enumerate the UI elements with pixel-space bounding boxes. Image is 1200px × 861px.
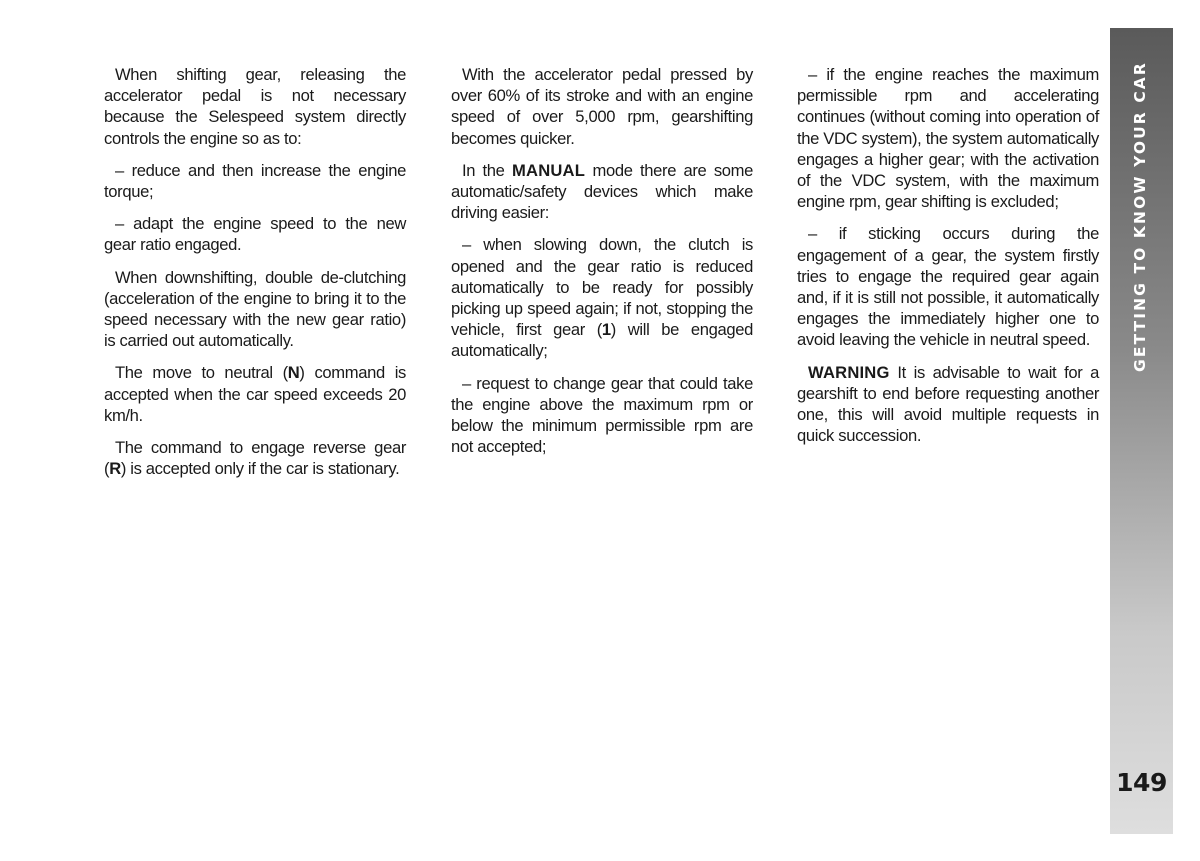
paragraph-text: – when slowing down, the clutch is opened and the gear ratio is reduced automatically to be ready for possibly picking up speed again; if not, stopping the vehicle, first gear ( (451, 235, 753, 340)
text-column-2 (451, 64, 753, 468)
gear-number-1: 1 (601, 320, 611, 340)
paragraph-text: ) is accepted only if the car is stationary. (120, 459, 400, 479)
warning-paragraph (797, 362, 1099, 447)
paragraph: – reduce and then increase the engine torque; (104, 160, 406, 202)
paragraph: With the accelerator pedal pressed by over 60% of its stroke and with an engine speed of over 5,000 rpm, gearshifting becomes quicker. (451, 65, 753, 148)
gear-letter-n: N (287, 363, 300, 383)
paragraph: – if the engine reaches the maximum permissible rpm and accelerating continues (without coming into operation of the VDC system), the system automatically engages a higher gear; with the activation of the VDC system, with the maximum engine rpm, gear shifting is excluded; (797, 65, 1099, 212)
paragraph: – if sticking occurs during the engagement of a gear, the system firstly tries to engage the required gear again and, if it is still not possible, it automatically engages the immediately higher one to avoid leaving the vehicle in neutral speed. (797, 224, 1099, 350)
paragraph: When shifting gear, releasing the accelerator pedal is not necessary because the Selespeed system directly controls the engine so as to: (104, 65, 406, 148)
paragraph-text: ) will be engaged automatically; (451, 320, 753, 361)
paragraph (104, 362, 406, 426)
paragraph: When downshifting, double de-clutching (acceleration of the engine to bring it to the speed necessary with the new gear ratio) is carried out automatically. (104, 267, 406, 351)
section-title: GETTING TO KNOW YOUR CAR (1131, 61, 1149, 372)
paragraph-text: ) command is accepted when the car speed exceeds 20 km/h. (104, 363, 406, 425)
paragraph (451, 160, 753, 224)
gear-letter-r: R (109, 459, 121, 479)
paragraph (451, 234, 753, 361)
text-column-1 (104, 64, 406, 490)
paragraph-text: The command to engage reverse gear ( (104, 438, 406, 479)
page-number: 149 (1116, 768, 1167, 797)
paragraph-text: It is advisable to wait for a gearshift to end before requesting another one, this will avoid multiple requests in quick succession. (797, 362, 1099, 446)
text-column-3 (797, 64, 1099, 457)
paragraph: – request to change gear that could take the engine above the maximum rpm or below the minimum permissible rpm are not accepted; (451, 373, 753, 457)
paragraph-text: The move to neutral ( (115, 363, 288, 383)
paragraph: – adapt the engine speed to the new gear ratio engaged. (104, 214, 406, 255)
warning-label: WARNING (808, 362, 890, 382)
paragraph-text: In the (462, 160, 512, 180)
manual-mode-keyword: MANUAL (511, 160, 586, 180)
paragraph (104, 437, 406, 479)
paragraph-text: mode there are some automatic/safety devices which make driving easier: (451, 160, 753, 223)
